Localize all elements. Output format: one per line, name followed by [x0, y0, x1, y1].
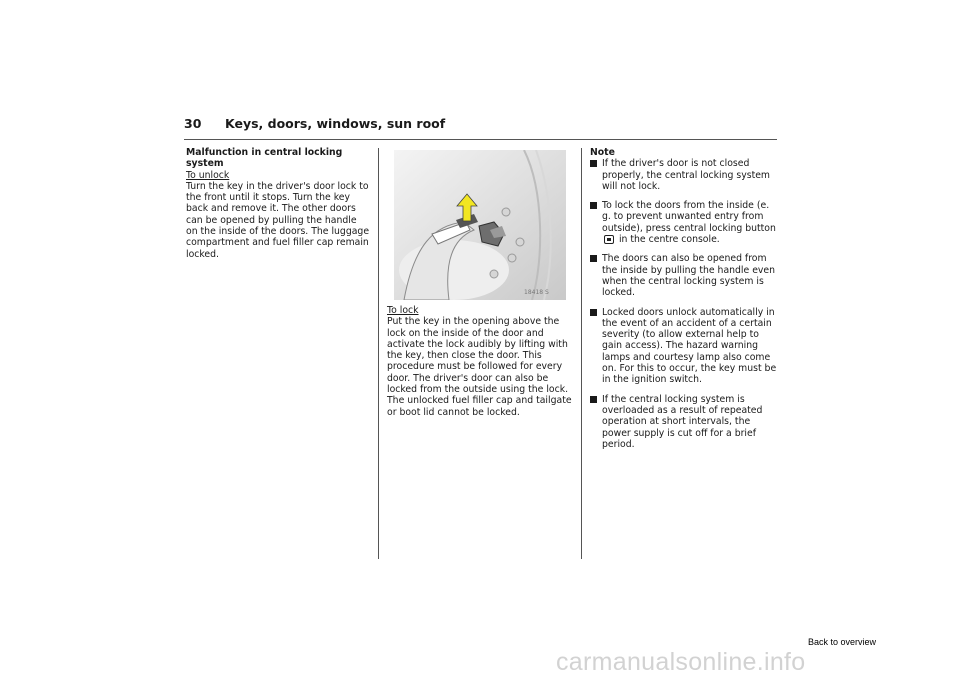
watermark: carmanualsonline.info: [556, 648, 806, 676]
door-lock-illustration: [394, 150, 566, 300]
header-rule: [184, 139, 777, 140]
unlock-subheading: To unlock: [186, 169, 230, 181]
note-item: The doors can also be opened from the inside by pulling the handle even when the central locking system is locked.: [590, 253, 780, 298]
square-bullet-icon: [590, 255, 597, 262]
note-item: To lock the doors from the inside (e. g. to prevent unwanted entry from outside), press central locking button in the centre console.: [590, 200, 780, 245]
page-number: 30: [184, 116, 202, 131]
door-lock-figure: [394, 150, 566, 300]
square-bullet-icon: [590, 309, 597, 316]
chapter-title: Keys, doors, windows, sun roof: [225, 116, 446, 131]
square-bullet-icon: [590, 396, 597, 403]
note-item: If the driver's door is not closed properly, the central locking system will not lock.: [590, 158, 780, 192]
note-item: If the central locking system is overloaded as a result of repeated operation at short intervals, the power supply is cut off for a brief period.: [590, 394, 780, 450]
section-heading: Malfunction in central locking system: [186, 147, 343, 170]
notes-list: [590, 158, 780, 450]
lock-subheading: To lock: [387, 305, 419, 316]
column-unlock: [186, 147, 370, 260]
square-bullet-icon: [590, 202, 597, 209]
unlock-text: Turn the key in the driver's door lock to the front until it stops. Turn the key back and remove it. The other doors can be opened by pulling the handle on the inside of the doors. The luggage compartment and fuel filler cap remain locked.: [186, 180, 370, 260]
figure-code: 18418 S: [524, 289, 549, 296]
lock-text: Put the key in the opening above the lock on the inside of the door and activate the lock audibly by lifting with the key, then close the door. This procedure must be followed for every door. The driver's door can also be locked from the outside using the lock. The unlocked fuel filler cap and tailgate or boot lid cannot be locked.: [387, 316, 572, 418]
column-divider-right: [581, 148, 582, 559]
note-heading: Note: [590, 147, 615, 158]
page-header: [184, 116, 777, 138]
column-lock: [387, 305, 572, 418]
square-bullet-icon: [590, 160, 597, 167]
note-item: Locked doors unlock automatically in the event of an accident of a certain severity (to allow external help to gain access). The hazard warning lamps and courtesy lamp also come on. For this to occur, the key must be in the ignition switch.: [590, 307, 780, 386]
back-to-overview-link[interactable]: Back to overview: [808, 637, 877, 647]
column-notes: [590, 147, 780, 458]
column-divider-left: [378, 148, 379, 559]
central-lock-button-icon: [604, 235, 614, 244]
